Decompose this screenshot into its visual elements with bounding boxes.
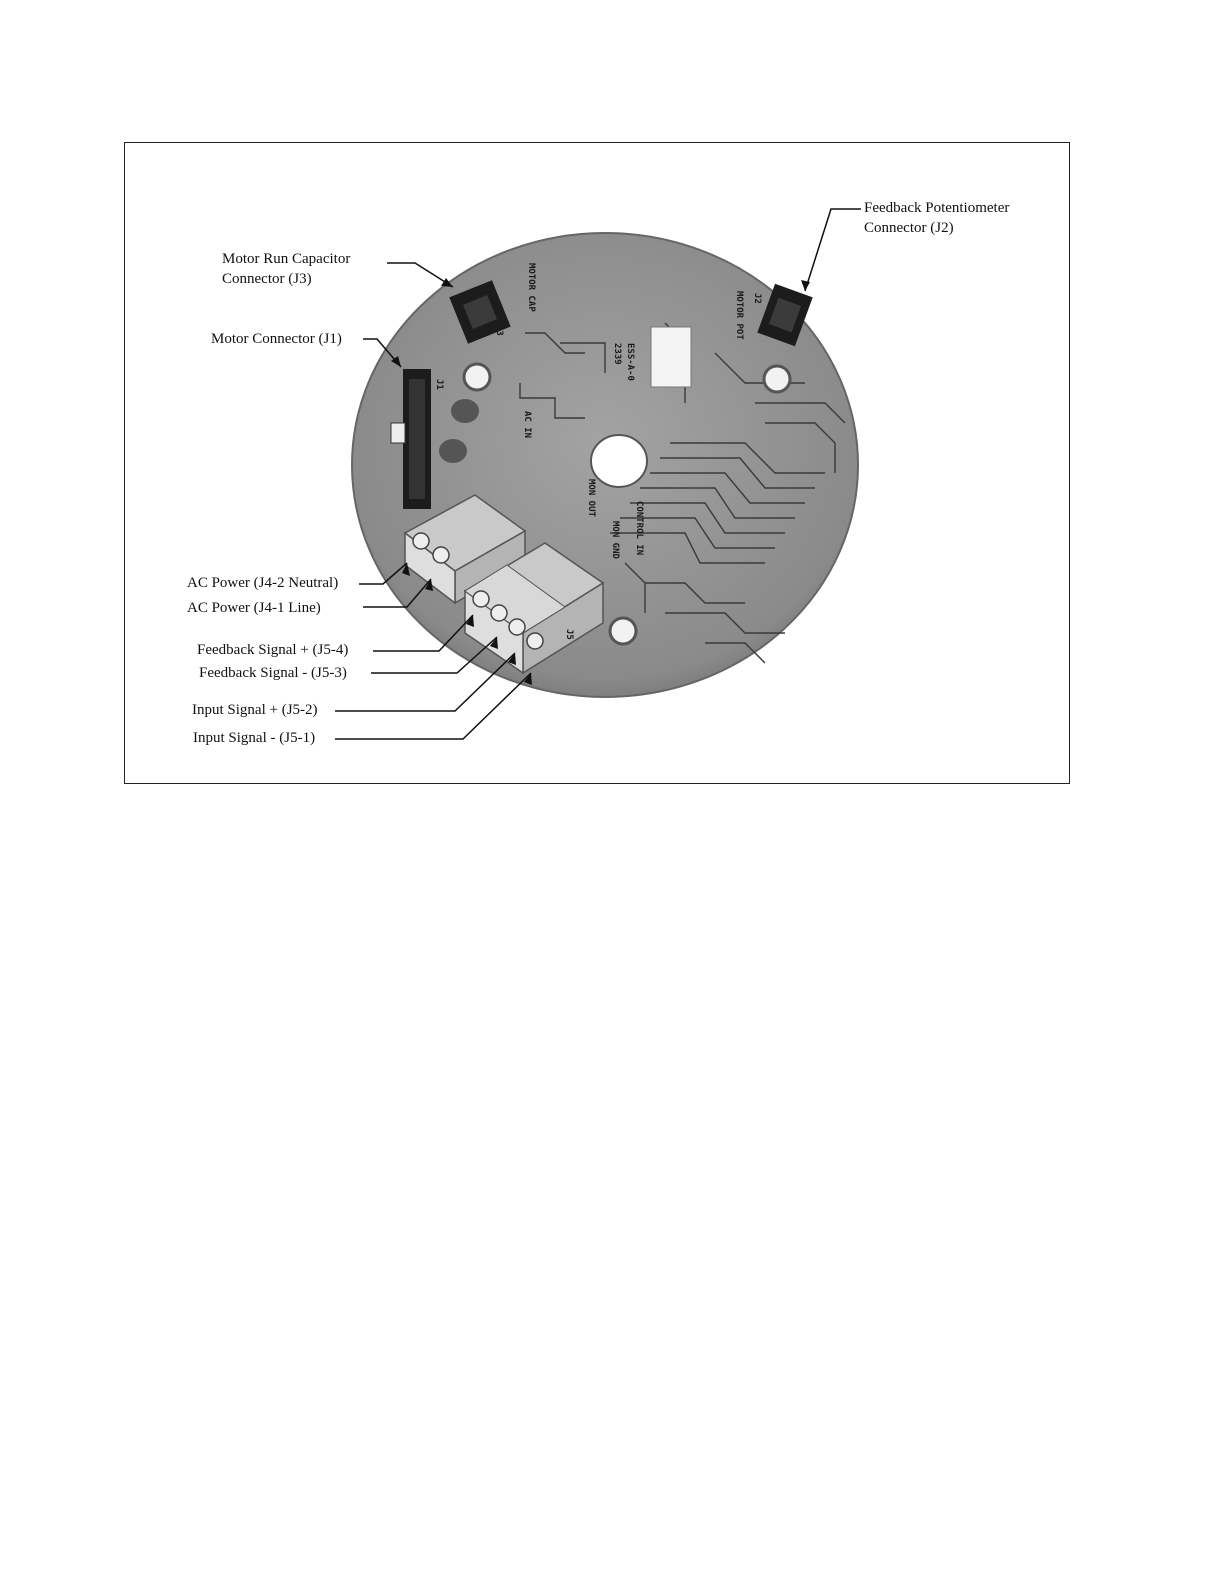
label-feedback-signal-plus: Feedback Signal + (J5-4) [197, 642, 349, 658]
label-feedback-signal-minus: Feedback Signal - (J5-3) [199, 665, 347, 681]
mon-gnd-silk: MON GND [610, 521, 620, 559]
center-hole [591, 435, 647, 487]
mon-out-silk: MON OUT [586, 479, 596, 517]
label-motor-connector: Motor Connector (J1) [211, 331, 342, 347]
j2-silk: J2 [752, 293, 762, 304]
label-motor-cap-connector [222, 249, 350, 289]
component-vdr2 [439, 439, 467, 463]
label-ac-power-neutral: AC Power (J4-2 Neutral) [187, 575, 339, 591]
label-motor-cap-line2: Connector (J3) [222, 271, 312, 287]
board-number-silk: 2339 [612, 343, 622, 365]
mount-hole-left [464, 364, 490, 390]
motor-cap-silk: MOTOR CAP [526, 263, 536, 312]
component-vdr1 [451, 399, 479, 423]
label-motor-cap-line1: Motor Run Capacitor [222, 251, 351, 267]
label-feedback-pot-connector [864, 198, 1009, 238]
board-id-silk: ESS-A-0 [625, 343, 635, 381]
mount-hole-bottom [610, 618, 636, 644]
board-label-sticker [651, 327, 691, 387]
mount-hole-right [764, 366, 790, 392]
label-feedback-pot-line1: Feedback Potentiometer [864, 200, 1010, 216]
motor-pot-silk: MOTOR POT [734, 291, 744, 340]
figure-frame [124, 142, 1070, 784]
circuit-board-illustration [125, 143, 1071, 785]
label-feedback-pot-line2: Connector (J2) [864, 220, 954, 236]
ac-in-silk: AC IN [522, 411, 532, 439]
label-input-signal-plus: Input Signal + (J5-2) [192, 702, 318, 718]
j3-silk: J3 [494, 325, 504, 336]
j1-silk: J1 [434, 379, 444, 390]
control-in-silk: CONTROL IN [634, 501, 644, 556]
label-ac-power-line: AC Power (J4-1 Line) [187, 600, 321, 616]
label-input-signal-minus: Input Signal - (J5-1) [193, 730, 316, 746]
j5-silk: J5 [564, 629, 574, 640]
